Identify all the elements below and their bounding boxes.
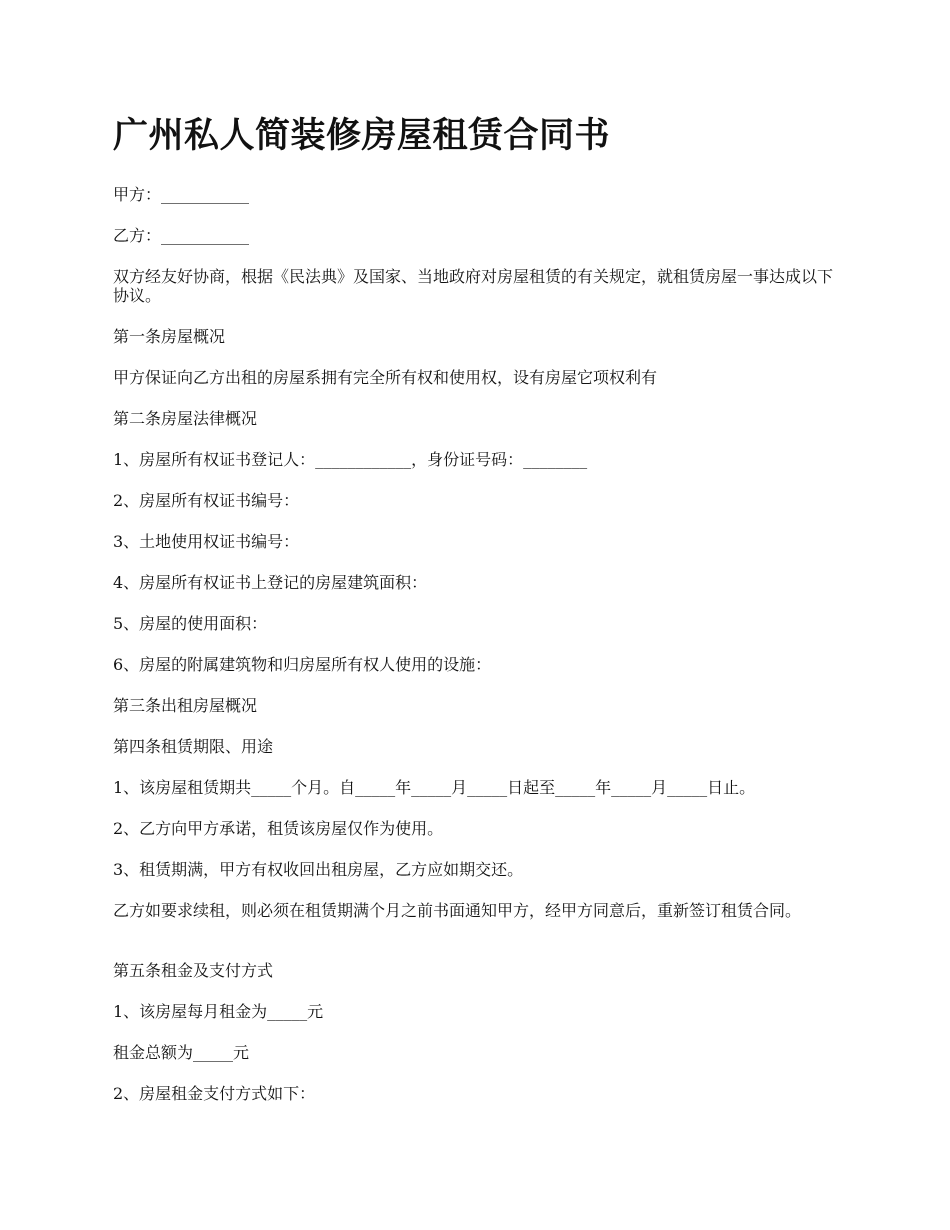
article-3-heading: 第三条出租房屋概况 — [113, 696, 258, 715]
rent-total-line: 租金总额为_____元 — [113, 1043, 250, 1062]
article-4-item-2: 2、乙方向甲方承诺，租赁该房屋仅作为使用。 — [113, 819, 444, 838]
article-4-heading: 第四条租赁期限、用途 — [113, 737, 274, 756]
party-b-line: 乙方：___________ — [113, 226, 250, 245]
article-2-item-3: 3、土地使用权证书编号： — [113, 532, 300, 551]
article-5-item-2: 2、房屋租金支付方式如下： — [113, 1084, 316, 1103]
article-1-text: 甲方保证向乙方出租的房屋系拥有完全所有权和使用权，设有房屋它项权利有 — [113, 368, 658, 387]
renewal-paragraph: 乙方如要求续租，则必须在租赁期满个月之前书面通知甲方，经甲方同意后，重新签订租赁合同。 — [113, 901, 802, 920]
article-4-item-3: 3、租赁期满，甲方有权收回出租房屋，乙方应如期交还。 — [113, 860, 524, 879]
article-5-heading: 第五条租金及支付方式 — [113, 961, 274, 980]
article-2-item-5: 5、房屋的使用面积： — [113, 614, 268, 633]
article-2-item-6: 6、房屋的附属建筑物和归房屋所有权人使用的设施： — [113, 655, 492, 674]
article-2-item-4: 4、房屋所有权证书上登记的房屋建筑面积： — [113, 573, 428, 592]
article-4-item-1: 1、该房屋租赁期共_____个月。自_____年_____月_____日起至_____年_____月_____日止。 — [113, 778, 756, 797]
article-2-heading: 第二条房屋法律概况 — [113, 409, 258, 428]
article-1-heading: 第一条房屋概况 — [113, 327, 226, 346]
preamble-paragraph: 双方经友好协商，根据《民法典》及国家、当地政府对房屋租赁的有关规定，就租赁房屋一事达成以下协议。 — [113, 267, 834, 305]
article-2-item-2: 2、房屋所有权证书编号： — [113, 491, 300, 510]
document-title: 广州私人简装修房屋租赁合同书 — [113, 115, 611, 156]
article-5-item-1: 1、该房屋每月租金为_____元 — [113, 1002, 324, 1021]
party-a-line: 甲方：___________ — [113, 185, 250, 204]
article-2-item-1: 1、房屋所有权证书登记人：____________，身份证号码：________ — [113, 450, 588, 469]
